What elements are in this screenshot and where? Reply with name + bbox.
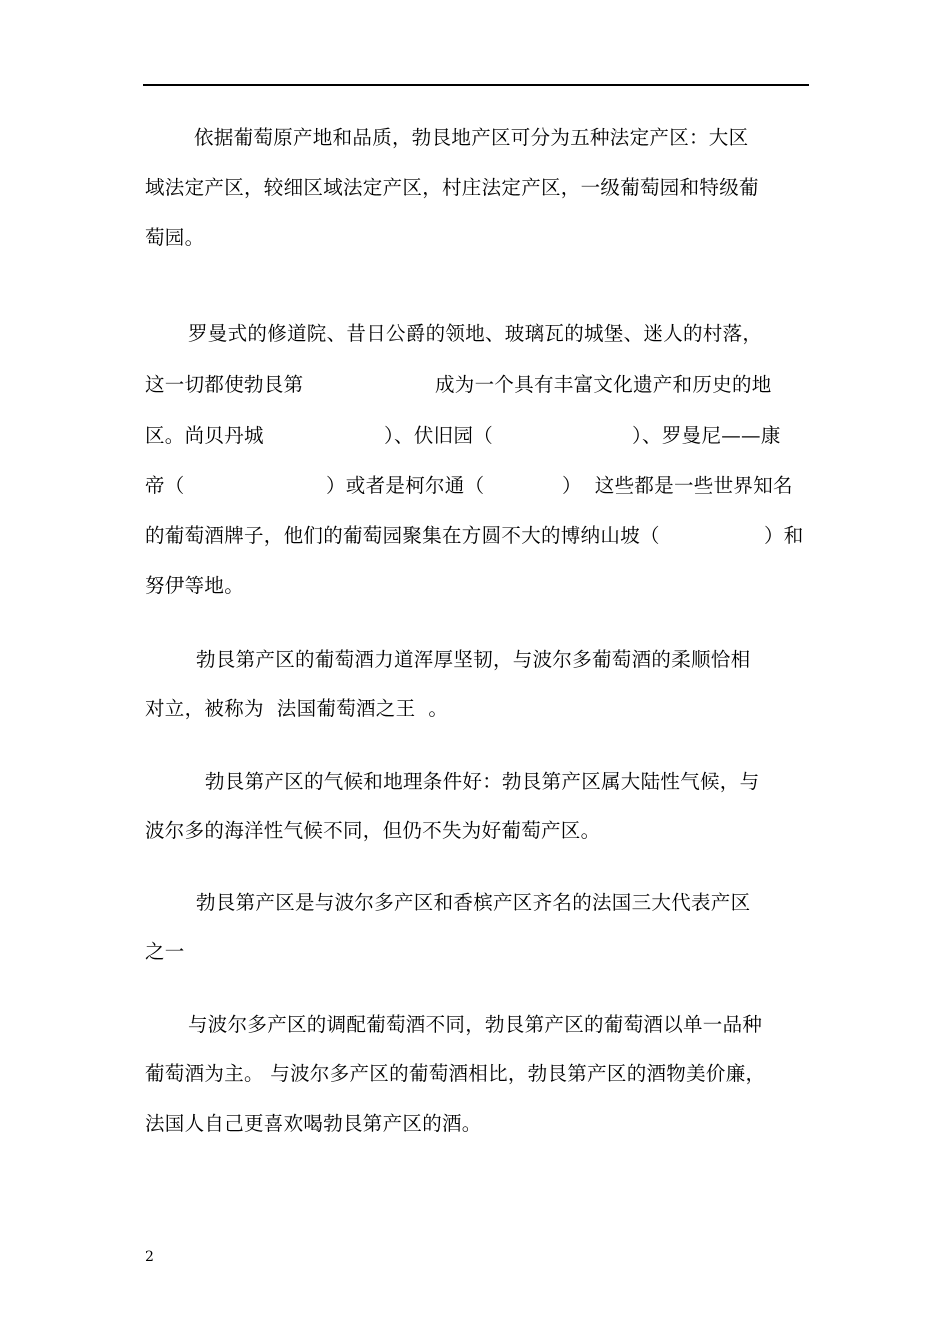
paragraph-2-line-4c: ） 这些都是一些世界知名 xyxy=(562,474,793,497)
paragraph-2-line-5a: 的葡萄酒牌子，他们的葡萄园聚集在方圆不大的博纳山坡（ xyxy=(145,524,660,547)
paragraph-6-line-2: 葡萄酒为主。 与波尔多产区的葡萄酒相比，勃艮第产区的酒物美价廉， xyxy=(145,1062,766,1085)
paragraph-2-line-1: 罗曼式的修道院、昔日公爵的领地、玻璃瓦的城堡、迷人的村落， xyxy=(188,322,763,345)
paragraph-2-line-4b: ）或者是柯尔通（ xyxy=(326,474,485,497)
paragraph-2-line-4a: 帝（ xyxy=(145,474,185,497)
paragraph-1-line-3: 萄园。 xyxy=(145,226,205,249)
paragraph-5-line-2: 之一 xyxy=(145,940,185,963)
paragraph-1-line-1: 依据葡萄原产地和品质，勃艮地产区可分为五种法定产区：大区 xyxy=(194,126,749,149)
paragraph-6-line-1: 与波尔多产区的调配葡萄酒不同，勃艮第产区的葡萄酒以单一品种 xyxy=(188,1013,763,1036)
paragraph-2-line-3c: ）、罗曼尼——康 xyxy=(632,424,781,447)
page-number: 2 xyxy=(145,1249,154,1265)
paragraph-2-line-5b: ）和 xyxy=(764,524,804,547)
paragraph-2-line-2b: 成为一个具有丰富文化遗产和历史的地 xyxy=(435,373,772,396)
paragraph-4-line-1: 勃艮第产区的气候和地理条件好：勃艮第产区属大陆性气候，与 xyxy=(205,770,760,793)
paragraph-2-line-6: 努伊等地。 xyxy=(145,574,245,597)
header-rule xyxy=(143,84,809,86)
paragraph-6-line-3: 法国人自己更喜欢喝勃艮第产区的酒。 xyxy=(145,1112,482,1135)
paragraph-1-line-2: 域法定产区，较细区域法定产区，村庄法定产区，一级葡萄园和特级葡 xyxy=(145,176,759,199)
paragraph-4-line-2: 波尔多的海洋性气候不同，但仍不失为好葡萄产区。 xyxy=(145,819,601,842)
paragraph-5-line-1: 勃艮第产区是与波尔多产区和香槟产区齐名的法国三大代表产区 xyxy=(196,891,751,914)
paragraph-2-line-3b: ）、伏旧园（ xyxy=(384,424,494,447)
paragraph-3-line-2: 对立，被称为 法国葡萄酒之王 。 xyxy=(145,697,449,720)
paragraph-2-line-2a: 这一切都使勃艮第 xyxy=(145,373,304,396)
paragraph-3-line-1: 勃艮第产区的葡萄酒力道浑厚坚韧，与波尔多葡萄酒的柔顺恰相 xyxy=(196,648,751,671)
paragraph-2-line-3a: 区。尚贝丹城 xyxy=(145,424,264,447)
